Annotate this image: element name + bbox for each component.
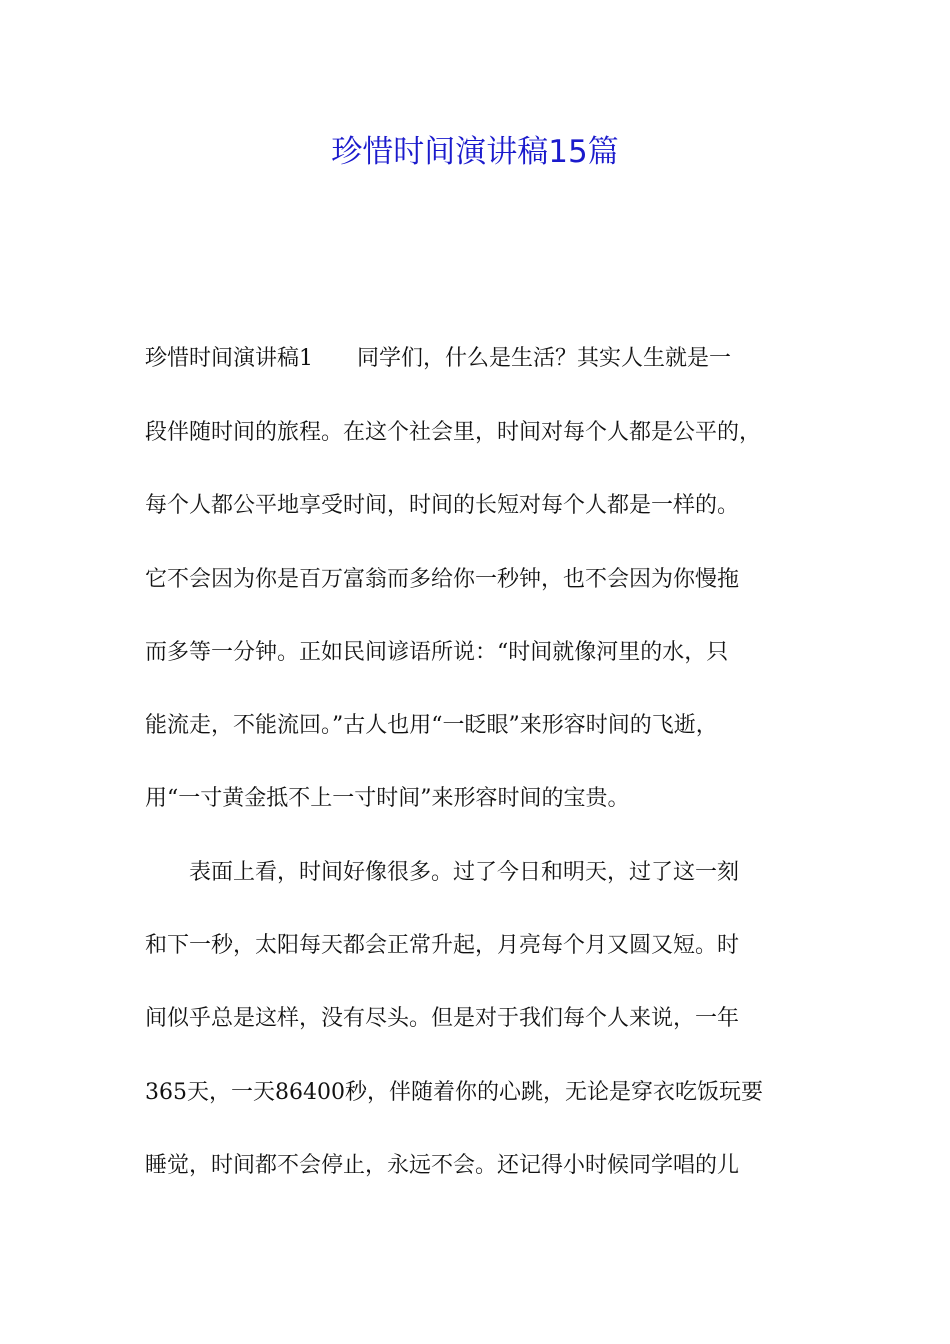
body-line: 每个人都公平地享受时间，时间的长短对每个人都是一样的。 [145,493,740,518]
body-line: 它不会因为你是百万富翁而多给你一秒钟，也不会因为你慢拖 [145,567,740,592]
body-line: 365天，一天86400秒，伴随着你的心跳，无论是穿衣吃饭玩要 [145,1080,763,1105]
body-line: 而多等一分钟。正如民间谚语所说：“时间就像河里的水，只 [145,640,729,665]
body-line: 珍惜时间演讲稿1 同学们，什么是生活？其实人生就是一 [145,346,731,371]
body-line: 睡觉，时间都不会停止，永远不会。还记得小时候同学唱的儿 [145,1153,740,1178]
body-line: 表面上看，时间好像很多。过了今日和明天，过了这一刻 [145,860,740,885]
document-title: 珍惜时间演讲稿15篇 [331,134,619,170]
body-line: 段伴随时间的旅程。在这个社会里，时间对每个人都是公平的， [145,420,762,445]
body-line: 能流走，不能流回。”古人也用“一眨眼”来形容时间的飞逝， [145,713,718,738]
body-line: 用“一寸黄金抵不上一寸时间”来形容时间的宝贵。 [145,786,630,811]
body-line: 和下一秒，太阳每天都会正常升起，月亮每个月又圆又短。时 [145,933,740,958]
body-line: 间似乎总是这样，没有尽头。但是对于我们每个人来说，一年 [145,1006,740,1031]
